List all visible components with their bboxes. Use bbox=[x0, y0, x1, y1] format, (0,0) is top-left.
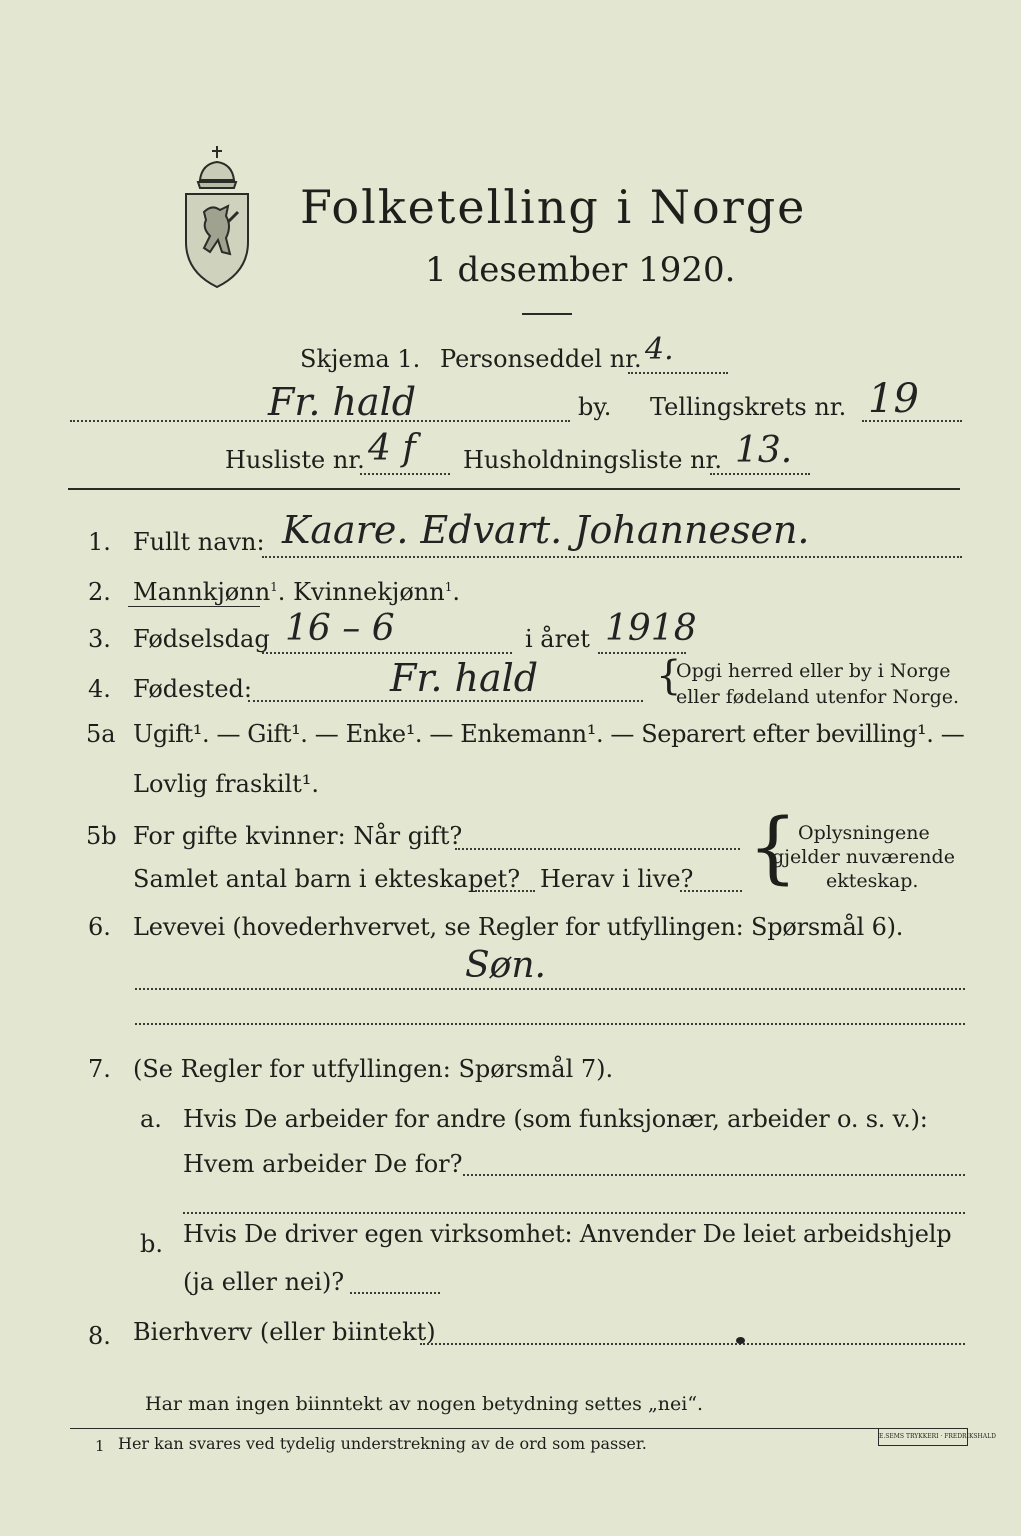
male-option-dot: . bbox=[277, 578, 286, 606]
employer-line-2 bbox=[183, 1212, 965, 1214]
q3-label: Fødselsdag bbox=[133, 625, 270, 653]
header-divider bbox=[68, 488, 960, 490]
form-title: Folketelling i Norge bbox=[300, 180, 807, 234]
side-income-line bbox=[420, 1343, 965, 1345]
birthdate-value: 16 – 6 bbox=[285, 608, 395, 649]
q4-note-line2: eller fødeland utenfor Norge. bbox=[676, 686, 960, 708]
occupation-label: Levevei (hovederhvervet, se Regler for utfyllingen: Spørsmål 6). bbox=[133, 913, 904, 941]
q4-label: Fødested: bbox=[133, 675, 252, 703]
q5b-note-line1: Oplysningene bbox=[798, 822, 930, 844]
q5b-number: 5b bbox=[86, 822, 117, 850]
title-divider bbox=[522, 313, 572, 315]
q7a-question: Hvis De arbeider for andre (som funksjonær, arbeider o. s. v.): bbox=[183, 1105, 928, 1133]
husliste-line bbox=[360, 473, 450, 475]
q5a-number: 5a bbox=[86, 720, 116, 748]
birthplace-value: Fr. hald bbox=[390, 656, 539, 700]
male-option: Mannkjønn bbox=[133, 578, 271, 606]
hired-help-line bbox=[350, 1292, 440, 1294]
when-married-line bbox=[455, 848, 740, 850]
city-line bbox=[70, 420, 570, 422]
full-name-line bbox=[262, 556, 962, 558]
side-income-note: Har man ingen biinntekt av nogen betydning settes „nei“. bbox=[145, 1393, 704, 1415]
husliste-value: 4 f bbox=[368, 428, 416, 469]
tellingskrets-value: 19 bbox=[868, 376, 919, 422]
q5b-note-line3: ekteskap. bbox=[826, 870, 919, 892]
q4-brace: { bbox=[656, 653, 682, 699]
by-label: by. bbox=[578, 393, 612, 421]
skjema-label: Skjema 1. bbox=[300, 345, 421, 373]
hired-help-label: (ja eller nei)? bbox=[183, 1268, 345, 1296]
husholdning-label: Husholdningsliste nr. bbox=[463, 446, 722, 474]
marital-status-divorced: Lovlig fraskilt¹. bbox=[133, 770, 320, 798]
female-option: Kvinnekjønn bbox=[293, 578, 445, 606]
q7a-number: a. bbox=[140, 1105, 162, 1133]
q5b-note-line2: gjelder nuværende bbox=[772, 846, 955, 868]
personseddel-value: 4. bbox=[645, 332, 674, 367]
occupation-line-1 bbox=[135, 988, 965, 990]
coat-of-arms-icon bbox=[172, 142, 262, 292]
female-option-dot: . bbox=[452, 578, 460, 606]
q2-number: 2. bbox=[88, 578, 111, 606]
tellingskrets-label: Tellingskrets nr. bbox=[650, 393, 847, 421]
side-income-label: Bierhverv (eller biintekt) bbox=[133, 1318, 436, 1346]
male-footnote-mark: 1 bbox=[270, 580, 278, 594]
q7-label: (Se Regler for utfyllingen: Spørsmål 7). bbox=[133, 1055, 614, 1083]
footnote-number: 1 bbox=[95, 1437, 105, 1455]
footnote-text: Her kan svares ved tydelig understrekning av de ord som passer. bbox=[118, 1434, 647, 1453]
printer-stamp: E.SEMS TRYKKERI · FREDRIKSHALD bbox=[878, 1428, 968, 1446]
q5b-brace: { bbox=[748, 803, 798, 893]
employer-line-1 bbox=[463, 1174, 965, 1176]
birth-year-value: 1918 bbox=[605, 608, 697, 649]
year-label: i året bbox=[525, 625, 590, 653]
husholdning-value: 13. bbox=[735, 430, 793, 471]
children-alive-label: Herav i live? bbox=[540, 865, 694, 893]
q1-label: Fullt navn: bbox=[133, 528, 265, 556]
full-name-value: Kaare. Edvart. Johannesen. bbox=[282, 508, 810, 552]
q4-note-line1: Opgi herred eller by i Norge bbox=[676, 660, 951, 682]
q8-number: 8. bbox=[88, 1322, 111, 1350]
q2-gender bbox=[133, 578, 460, 606]
birthplace-line bbox=[248, 700, 643, 702]
footer-divider bbox=[70, 1428, 962, 1429]
children-count-label: Samlet antal barn i ekteskapet? bbox=[133, 865, 521, 893]
occupation-line-2 bbox=[135, 1023, 965, 1025]
female-footnote-mark: 1 bbox=[444, 580, 453, 594]
occupation-value: Søn. bbox=[465, 945, 546, 986]
census-date: 1 desember 1920. bbox=[425, 250, 736, 290]
employer-label: Hvem arbeider De for? bbox=[183, 1150, 463, 1178]
q7b-question: Hvis De driver egen virksomhet: Anvender De leiet arbeidshjelp bbox=[183, 1220, 952, 1248]
husholdning-line bbox=[710, 473, 810, 475]
q7-number: 7. bbox=[88, 1055, 111, 1083]
marital-status-options: Ugift¹. — Gift¹. — Enke¹. — Enkemann¹. — Separert efter bevilling¹. — bbox=[133, 720, 965, 748]
husliste-label: Husliste nr. bbox=[225, 446, 365, 474]
q1-number: 1. bbox=[88, 528, 111, 556]
q6-number: 6. bbox=[88, 913, 111, 941]
children-count-line bbox=[475, 890, 535, 892]
children-alive-line bbox=[680, 890, 742, 892]
tellingskrets-line bbox=[862, 420, 962, 422]
ink-mark bbox=[736, 1337, 745, 1344]
when-married-label: For gifte kvinner: Når gift? bbox=[133, 822, 463, 850]
city-value: Fr. hald bbox=[268, 380, 417, 424]
personseddel-line bbox=[628, 372, 728, 374]
q7b-number: b. bbox=[140, 1230, 163, 1258]
q3-number: 3. bbox=[88, 625, 111, 653]
male-underline bbox=[128, 606, 260, 607]
personseddel-label: Personseddel nr. bbox=[440, 345, 642, 373]
birthdate-line bbox=[262, 652, 512, 654]
q4-number: 4. bbox=[88, 675, 111, 703]
